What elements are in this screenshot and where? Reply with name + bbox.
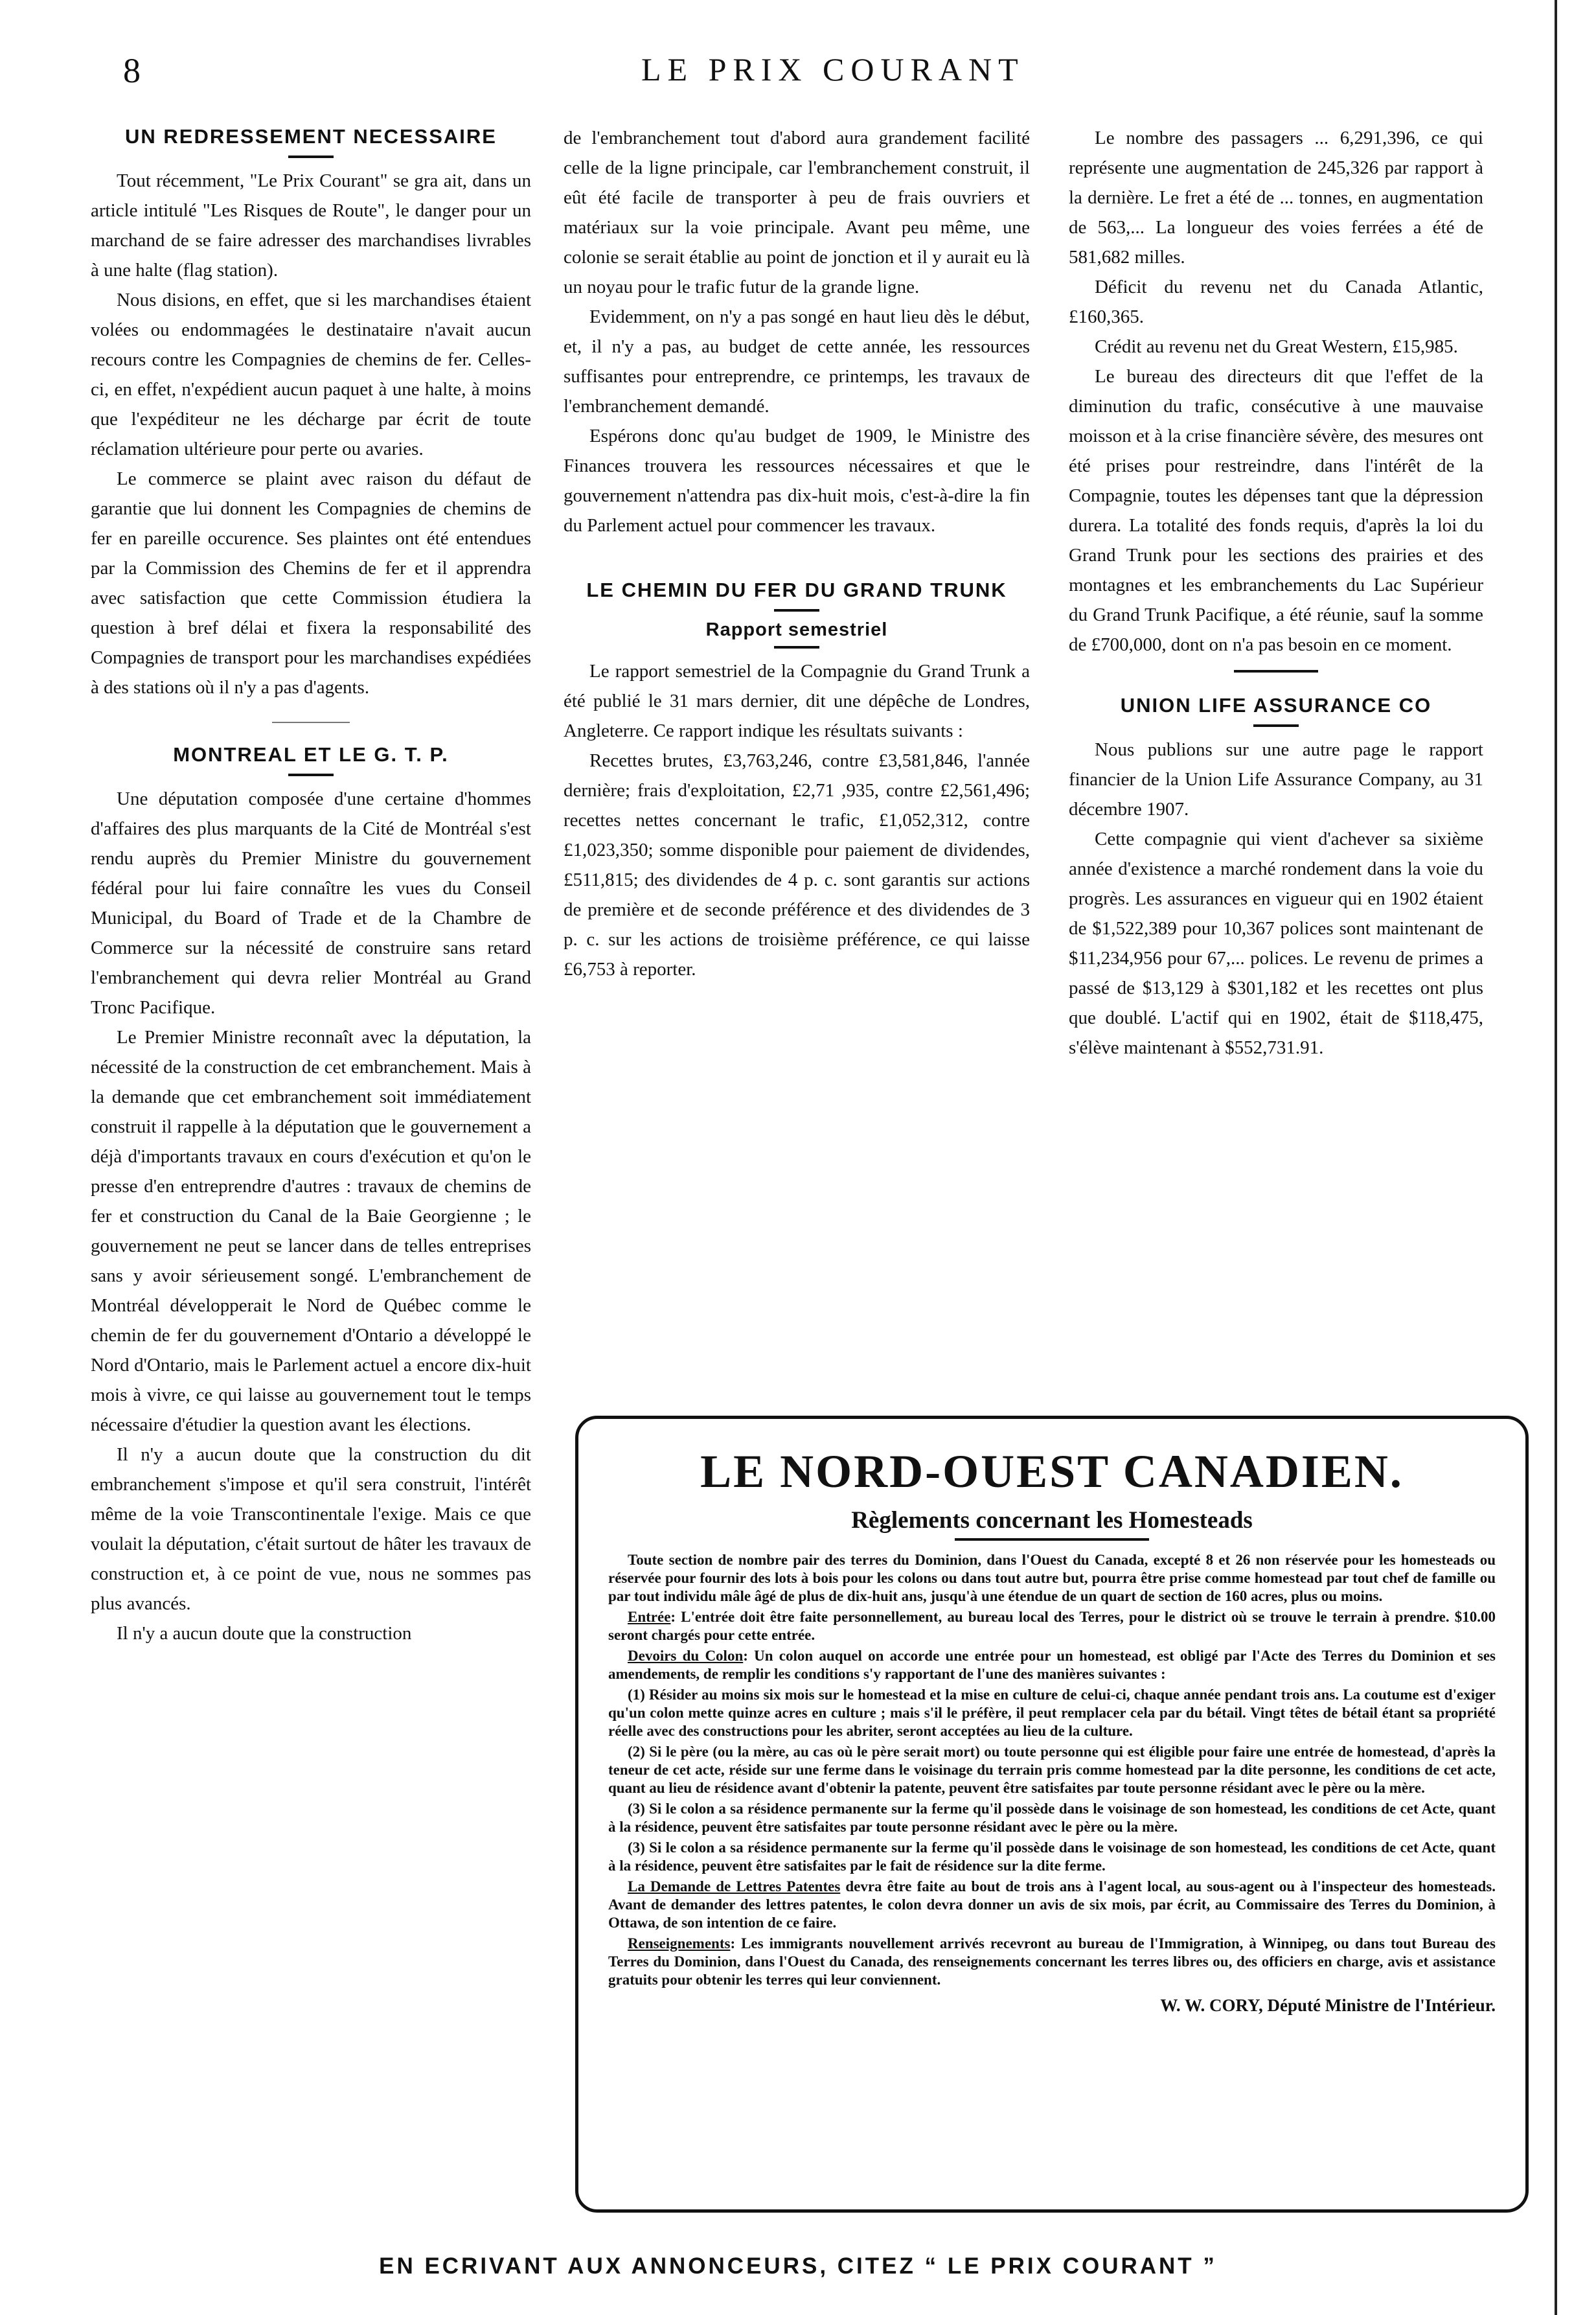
paragraph: de l'embranchement tout d'abord aura grandement facilité celle de la ligne principale, car l'embranchement construit, il eût été facile de transporter à peu de frais ouvriers et matériaux sur la voie principale. Avant peu même, une colonie se serait établie au point de jonction et il y aurait eu là un noyau pour le trafic futur de la grande ligne.	[564, 128, 1030, 297]
renseignements-label: Renseignements	[628, 1935, 731, 1952]
devoirs-text: : Un colon auquel on accorde une entrée pour un homestead, est obligé par l'Acte des Terres du Dominion et ses amendements, de remplir les conditions s'y rapportant de l'une des manières suivantes :	[608, 1648, 1496, 1682]
title-rule	[1253, 724, 1299, 727]
paragraph: Le nombre des passagers ... 6,291,396, ce qui représente une augmentation de 245,326 par rapport à la dernière. Le fret a été de ... tonnes, en augmentation de 563,... La longueur des voies ferrées a été de 581,682 milles.	[1069, 128, 1483, 268]
column-right	[1069, 123, 1483, 1063]
section-divider	[272, 722, 350, 723]
paragraph: Il n'y a aucun doute que la construction	[117, 1622, 412, 1644]
running-title: LE PRIX COURANT	[641, 51, 1025, 87]
advertisement-box	[575, 1416, 1529, 2213]
advertisement-item: (3) Si le colon a sa résidence permanente sur la ferme qu'il possède dans le voisinage de son homestead, les conditions de cet Acte, quant à la résidence, peuvent être satisfaites par toute personne résidant avec le père ou la mère.	[608, 1801, 1496, 1835]
paragraph: Déficit du revenu net du Canada Atlantic, £160,365.	[1069, 277, 1483, 327]
devoirs-label: Devoirs du Colon	[628, 1648, 744, 1664]
title-rule	[288, 774, 334, 776]
paragraph: Le commerce se plaint avec raison du défaut de garantie que lui donnent les Compagnies de chemins de fer en pareille occurence. Ses plaintes ont été entendues par la Commission des Chemins de fer et il apprendra avec satisfaction que cette Commission étudiera la question à bref délai et fixera la responsabilité des Compagnies de transport pour les marchandises expédiées à des stations où il n'y a pas d'agents.	[91, 468, 531, 698]
article-subtitle: Rapport semestriel	[705, 619, 888, 640]
paragraph: Une députation composée d'une certaine d'hommes d'affaires des plus marquants de la Cité de Montréal s'est rendu auprès du Premier Ministre du gouvernement fédéral pour lui faire connaître les vues du Conseil Municipal, du Board of Trade et de la Chambre de Commerce sur la nécessité de construire sans retard l'embranchement qui devra relier Montréal au Grand Tronc Pacifique.	[91, 788, 531, 1018]
entree-text: : L'entrée doit être faite personnellement, au bureau local des Terres, pour le district où se trouve le terrain à prendre. $10.00 seront chargés pour cette entrée.	[608, 1609, 1496, 1643]
paragraph: Espérons donc qu'au budget de 1909, le Ministre des Finances trouvera les ressources nécessaires et que le gouvernement n'attendra pas dix-huit mois, c'est-à-dire la fin du Parlement actuel pour commencer les travaux.	[564, 426, 1030, 536]
article-title-grand-trunk: LE CHEMIN DU FER DU GRAND TRUNK	[586, 579, 1007, 601]
paragraph: Le Premier Ministre reconnaît avec la députation, la nécessité de la construction de cet embranchement. Mais à la demande que cet embranchement soit immédiatement construit il rappelle à la députation que le gouvernement a déjà d'importants travaux en cours d'exécution et qu'on le presse d'en entreprendre d'autres : travaux de chemins de fer et construction du Canal de la Baie Georgienne ; le gouvernement ne peut se lancer dans de telles entreprises sans y avoir sérieusement songé. L'embranchement de Montréal développerait le Nord de Québec comme le chemin de fer du gouvernement d'Ontario a développé le Nord d'Ontario, mais le Parlement actuel a encore dix-huit mois à vivre, ce qui laisse au gouvernement tout le temps nécessaire d'étudier la question avant les élections.	[91, 1026, 531, 1435]
renseignements-text: : Les immigrants nouvellement arrivés recevront au bureau de l'Immigration, à Winnipeg, ou dans tout Bureau des Terres du Dominion, dans l'Ouest du Canada, des renseignements concernant les terres libres ou, des officiers en charge, avis et assistance gratuits pour obtenir les terres qui leur conviennent.	[608, 1935, 1496, 1988]
advertisement-item: (1) Résider au moins six mois sur le homestead et la mise en culture de celui-ci, chaque année pendant trois ans. La coutume est d'exiger qu'un colon mette quinze acres en culture ; mais s'il le préfère, il peut remplacer cela par du bétail. Vingt têtes de bétail étant sa propriété réelle avec des constructions pour les abriter, seront acceptées au lieu de la culture.	[608, 1687, 1496, 1739]
advertisement-demande	[608, 1878, 1496, 1932]
advertisement-renseignements	[608, 1935, 1496, 1989]
page-edge-rule	[1555, 0, 1557, 2315]
advertisement-entree	[608, 1608, 1496, 1644]
subtitle-rule	[774, 646, 819, 649]
demande-label: La Demande de Lettres Patentes	[628, 1878, 841, 1895]
paragraph: Il n'y a aucun doute que la construction du dit embranchement s'impose et qu'il sera construit, l'intérêt même de la voie Transcontinentale l'exige. Mais ce que voulait la députation, c'était surtout de hâter les travaux de construction et, à ce point de vue, nous ne sommes pas plus avancés.	[91, 1444, 531, 1614]
article-title-union-life: UNION LIFE ASSURANCE CO	[1120, 694, 1432, 717]
article-title-redressement: UN REDRESSEMENT NECESSAIRE	[125, 125, 497, 148]
demande-text: devra être faite au bout de trois ans à l'agent local, au sous-agent ou à l'inspecteur des homesteads. Avant de demander des lettres patentes, le colon devra donner un avis de six mois, par écrit, au Commissaire des Terres du Dominion, à Ottawa, de son intention de ce faire.	[608, 1878, 1496, 1931]
paragraph: Le bureau des directeurs dit que l'effet de la diminution du trafic, consécutive à une mauvaise moisson et à la crise financière sévère, des mesures ont été prises pour restreindre, dans l'intérêt de la Compagnie, toutes les dépenses tant que la dépression durera. La totalité des fonds requis, d'après la loi du Grand Trunk pour les sections des prairies et des montagnes et les embranchements du Lac Supérieur du Grand Trunk Pacifique, a été réunie, sauf la somme de £700,000, dont on n'a pas besoin en ce moment.	[1069, 366, 1483, 655]
paragraph: Cette compagnie qui vient d'achever sa sixième année d'existence a marché rondement dans la voie du progrès. Les assurances en vigueur qui en 1902 étaient de $1,522,389 pour 10,367 polices sont maintenant de $11,234,956 pour 67,... polices. Le revenu de primes a passé de $13,129 à $301,182 et les recettes ont plus que doublé. L'actif qui en 1902, était de $118,475, s'élève maintenant à $552,731.91.	[1069, 828, 1483, 1058]
title-rule	[288, 155, 334, 158]
section-divider	[1234, 670, 1318, 673]
advertisement-devoirs	[608, 1647, 1496, 1683]
entree-label: Entrée	[628, 1609, 671, 1625]
subtitle-rule	[955, 1538, 1149, 1541]
paragraph: Le rapport semestriel de la Compagnie du Grand Trunk a été publié le 31 mars dernier, dit une dépêche de Londres, Angleterre. Ce rapport indique les résultats suivants :	[564, 660, 1030, 741]
paragraph: Nous publions sur une autre page le rapport financier de la Union Life Assurance Company, au 31 décembre 1907.	[1069, 739, 1483, 820]
title-rule	[774, 609, 819, 612]
advertisement-subtitle: Règlements concernant les Homesteads	[851, 1507, 1253, 1534]
page-number: 8	[123, 51, 141, 90]
paragraph: Nous disions, en effet, que si les marchandises étaient volées ou endommagées le destinataire n'avait aucun recours contre les Compagnies de chemins de fer. Celles-ci, en effet, n'expédient aucun paquet à une halte, à moins que l'expéditeur ne les décharge par écrit de toute réclamation ultérieure pour perte ou avaries.	[91, 289, 531, 459]
article-title-montreal: MONTREAL ET LE G. T. P.	[173, 743, 449, 766]
paragraph: Evidemment, on n'y a pas songé en haut lieu dès le début, et, il n'y a pas, au budget de cette année, les ressources suffisantes pour entreprendre, ce printemps, les travaux de l'embranchement demandé.	[564, 306, 1030, 417]
advertisement-intro: Toute section de nombre pair des terres du Dominion, dans l'Ouest du Canada, excepté 8 et 26 non réservée pour les homesteads ou réservée pour fournir des lots à bois pour les colons ou dans tout autre but, pourra être prise comme homestead par tout chef de famille ou par tout individu mâle âgé de plus de dix-huit ans, jusqu'à une étendue de un quart de section de 160 acres, plus ou moins.	[608, 1552, 1496, 1604]
column-middle	[564, 123, 1030, 984]
advertisement-item: (3) Si le colon a sa résidence permanente sur la ferme qu'il possède dans le voisinage de son homestead, les conditions de cet Acte, quant à la résidence, peuvent être satisfaites par le fait de résidence sur la dite ferme.	[608, 1839, 1496, 1874]
paragraph: Recettes brutes, £3,763,246, contre £3,581,846, l'année dernière; frais d'exploitation, £2,71 ,935, contre £2,561,496; recettes nettes concernant le trafic, £1,052,312, contre £1,023,350; somme disponible pour paiement de dividendes, £511,815; des dividendes de 4 p. c. sont garantis sur actions de première et de seconde préférence et des dividendes de 3 p. c. sur les actions de troisième préférence, ce qui laisse £6,753 à reporter.	[564, 750, 1030, 980]
advertisement-item: (2) Si le père (ou la mère, au cas où le père serait mort) ou toute personne qui est éligible pour faire une entrée de homestead, d'après la teneur de cet acte, réside sur une ferme dans le voisinage du terrain pris comme homestead par la dite personne, les conditions de cet acte, quant au lieu de résidence avant d'obtenir la patente, peuvent être satisfaites par toute personne résidant avec le père ou la mère.	[608, 1744, 1496, 1796]
column-left	[91, 123, 531, 1648]
paragraph: Tout récemment, "Le Prix Courant" se gra ait, dans un article intitulé "Les Risques de Route", le danger pour un marchand de se faire adresser des marchandises livrables à une halte (flag station).	[91, 170, 531, 281]
footer-notice: EN ECRIVANT AUX ANNONCEURS, CITEZ “ LE PRIX COURANT ”	[379, 2253, 1217, 2279]
advertisement-signature: W. W. CORY, Député Ministre de l'Intérieur.	[1160, 1996, 1496, 2015]
advertisement-title: LE NORD-OUEST CANADIEN.	[700, 1445, 1404, 1497]
paragraph: Crédit au revenu net du Great Western, £15,985.	[1095, 336, 1458, 357]
